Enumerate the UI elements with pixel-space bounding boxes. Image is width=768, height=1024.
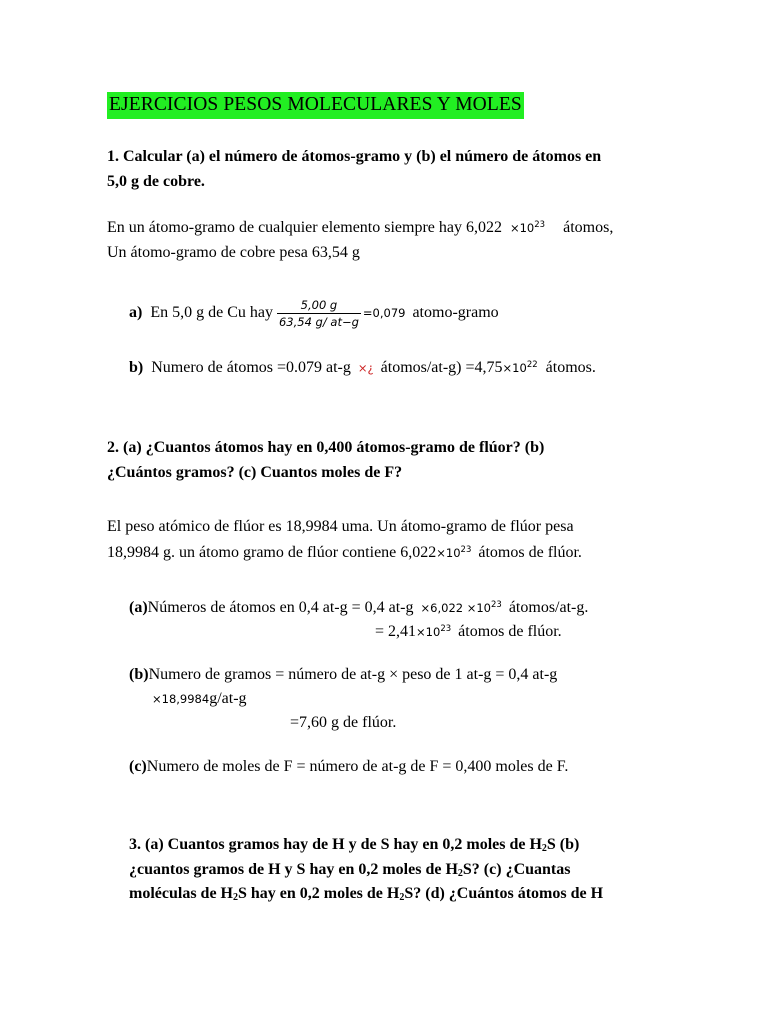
problem-1-question-line-2: 5,0 g de cobre.: [107, 173, 205, 190]
exponent: 23: [460, 545, 472, 555]
exponent: 23: [534, 220, 546, 230]
part-b-unit: átomos.: [545, 359, 596, 376]
fraction-numerator: 5,00 g: [277, 298, 361, 314]
part-a-label: (a): [129, 599, 148, 616]
part-a-label: a): [129, 304, 143, 322]
line-text: ¿cuantos gramos de H y S hay en 0,2 moles de H: [129, 861, 458, 878]
problem-2-question-line-1: 2. (a) ¿Cuantos átomos hay en 0,400 átomos-gramo de flúor? (b): [107, 439, 545, 456]
fraction-denominator: 63,54 g/ at−g: [278, 315, 359, 329]
problem-3-line-1: [129, 836, 579, 854]
times-ten-math: ×10: [416, 625, 441, 639]
intro-unit: átomos de flúor.: [478, 544, 582, 561]
subscript: 2: [233, 892, 238, 903]
part-c-label: (c): [129, 758, 147, 775]
line-text: moléculas de H: [129, 885, 233, 902]
problem-1-part-a: [129, 298, 499, 329]
line-text: S hay en 0,2 moles de H: [238, 885, 400, 902]
part-b-math: ×18,9984: [152, 692, 210, 706]
part-b-label: (b): [129, 666, 149, 683]
part-a2-text: = 2,41: [375, 623, 417, 640]
problem-2-part-b-line-3: =7,60 g de flúor.: [290, 714, 397, 731]
part-b-label: b): [129, 359, 144, 376]
part-b-unit: g/at-g: [209, 690, 247, 707]
problem-2-part-b: [129, 666, 557, 684]
line-text: S? (c) ¿Cuantas: [462, 861, 571, 878]
exponent: 23: [491, 600, 502, 610]
subscript: 2: [399, 892, 405, 903]
subscript: 2: [457, 868, 463, 879]
part-a-text: En 5,0 g de Cu hay: [150, 304, 273, 322]
problem-2-part-c: [129, 758, 568, 776]
problem-2-part-a: [129, 599, 588, 617]
problem-2-intro-line-2: [107, 544, 582, 562]
exponent: 22: [526, 360, 538, 370]
subscript: 2: [541, 843, 547, 854]
part-a-result: =0,079: [362, 306, 406, 321]
problem-2-part-b-line-2: [152, 690, 247, 708]
problem-2-question-line-2: ¿Cuántos gramos? (c) Cuantos moles de F?: [107, 464, 403, 481]
line-text: S? (d) ¿Cuántos átomos de H: [404, 885, 604, 902]
line-text: 3. (a) Cuantos gramos hay de H y de S hay en 0,2 moles de H: [129, 836, 542, 853]
part-a-text: Números de átomos en 0,4 at-g = 0,4 at-g: [147, 599, 414, 616]
part-b-text: Numero de gramos = número de at-g × peso de 1 at-g = 0,4 at-g: [148, 666, 558, 683]
problem-1-part-b: [129, 359, 596, 377]
part-b-math: ×¿: [357, 361, 374, 375]
part-a-unit: átomos/at-g.: [508, 599, 589, 616]
part-a2-unit: átomos de flúor.: [458, 623, 562, 640]
times-ten-math: ×10: [436, 546, 461, 560]
problem-3-line-2: [129, 861, 570, 879]
part-c-text: Numero de moles de F = número de at-g de F = 0,400 moles de F.: [146, 758, 569, 775]
part-a-math: ×6,022 ×10: [420, 601, 491, 615]
part-a-unit: atomo-gramo: [412, 304, 499, 322]
part-b-text-2: átomos/at-g) =4,75: [380, 359, 503, 376]
problem-1-intro-line-1: [107, 219, 613, 237]
line-text: S (b): [546, 836, 580, 853]
page-title: EJERCICIOS PESOS MOLECULARES Y MOLES: [107, 92, 524, 119]
problem-3-line-3: [129, 885, 603, 903]
problem-2-part-a-line-2: [375, 623, 562, 641]
intro-text: En un átomo-gramo de cualquier elemento siempre hay 6,022: [107, 219, 502, 236]
fraction: [277, 298, 361, 329]
problem-1-question-line-1: 1. Calcular (a) el número de átomos-gramo y (b) el número de átomos en: [107, 148, 602, 165]
problem-1-intro-line-2: Un átomo-gramo de cobre pesa 63,54 g: [107, 244, 360, 261]
times-ten-math: ×10: [509, 221, 535, 235]
intro-unit: átomos,: [563, 219, 614, 236]
problem-2-intro-line-1: El peso atómico de flúor es 18,9984 uma. Un átomo-gramo de flúor pesa: [107, 518, 574, 535]
part-b-text: Numero de átomos =0.079 at-g: [151, 359, 351, 376]
intro-text: 18,9984 g. un átomo gramo de flúor contiene 6,022: [107, 544, 437, 561]
times-ten-math: ×10: [502, 361, 527, 375]
exponent: 23: [440, 624, 452, 634]
